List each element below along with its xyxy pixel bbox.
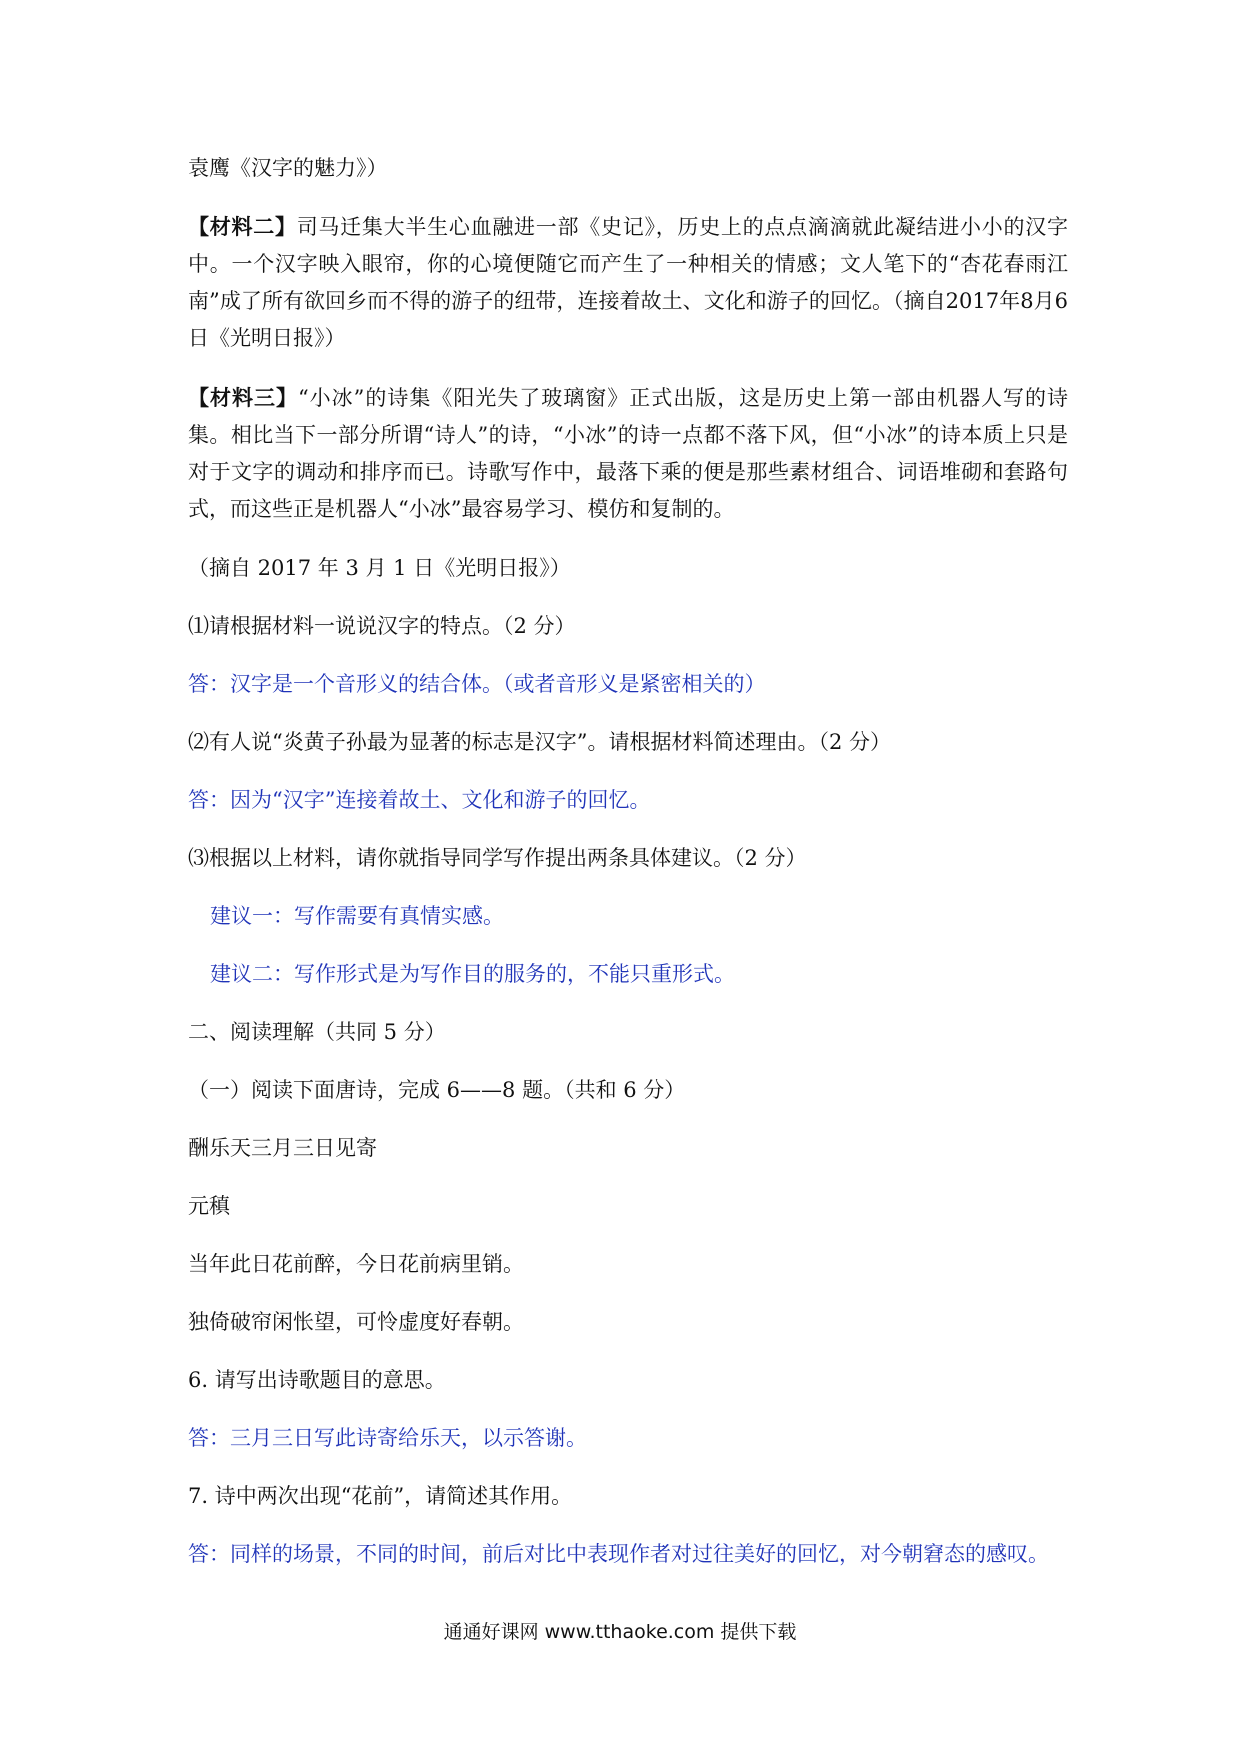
page-footer: 通通好课网 www.tthaoke.com 提供下载 xyxy=(443,1621,797,1643)
poem-title: 酬乐天三月三日见寄 xyxy=(188,1136,377,1160)
material-3-source: （摘自 2017 年 3 月 1 日《光明日报》） xyxy=(188,556,571,580)
material-3 xyxy=(188,379,1068,528)
question-1: ⑴请根据材料一说说汉字的特点。（2 分） xyxy=(188,614,576,638)
section-2-heading: 二、阅读理解（共同 5 分） xyxy=(188,1020,446,1044)
poem-line-1: 当年此日花前醉，今日花前病里销。 xyxy=(188,1252,524,1276)
answer-3-suggestion-1: 建议一：写作需要有真情实感。 xyxy=(210,904,504,928)
document-body xyxy=(188,150,1068,1594)
subsection-1-heading: （一）阅读下面唐诗，完成 6——8 题。（共和 6 分） xyxy=(188,1078,686,1102)
question-7: 7. 诗中两次出现“花前”，请简述其作用。 xyxy=(188,1484,573,1508)
poem-line-2: 独倚破帘闲怅望，可怜虚度好春朝。 xyxy=(188,1310,524,1334)
poem-author: 元稹 xyxy=(188,1194,230,1218)
material-2-text: 司马迁集大半生心血融进一部《史记》，历史上的点点滴滴就此凝结进小小的汉字中。一个汉字映入眼帘，你的心境便随它而产生了一种相关的情感；文人笔下的“杏花春雨江南”成了所有欲回乡而不得的游子的纽带，连接着故土、文化和游子的回忆。（摘自2017年8月6日《光明日报》） xyxy=(188,215,1068,350)
material-2-label: 【材料二】 xyxy=(188,214,297,239)
answer-7: 答：同样的场景，不同的时间，前后对比中表现作者对过往美好的回忆，对今朝窘态的感叹。 xyxy=(188,1542,1049,1566)
answer-1: 答：汉字是一个音形义的结合体。（或者音形义是紧密相关的） xyxy=(188,672,766,696)
material-3-label: 【材料三】 xyxy=(188,385,298,410)
material-2 xyxy=(188,208,1068,357)
source-line-1 xyxy=(188,150,1068,187)
material-3-text: “小冰”的诗集《阳光失了玻璃窗》正式出版，这是历史上第一部由机器人写的诗集。相比当下一部分所谓“诗人”的诗，“小冰”的诗一点都不落下风，但“小冰”的诗本质上只是对于文字的调动和排序而已。诗歌写作中，最落下乘的便是那些素材组合、词语堆砌和套路句式，而这些正是机器人“小冰”最容易学习、模仿和复制的。 xyxy=(188,386,1069,521)
answer-6: 答：三月三日写此诗寄给乐天，以示答谢。 xyxy=(188,1426,587,1450)
source-1-tail: 袁鹰《汉字的魅力》） xyxy=(188,156,388,180)
question-6: 6. 请写出诗歌题目的意思。 xyxy=(188,1368,446,1392)
question-3: ⑶根据以上材料，请你就指导同学写作提出两条具体建议。（2 分） xyxy=(188,846,807,870)
question-2: ⑵有人说“炎黄子孙最为显著的标志是汉字”。请根据材料简述理由。（2 分） xyxy=(188,730,892,754)
answer-2: 答：因为“汉字”连接着故土、文化和游子的回忆。 xyxy=(188,788,651,812)
answer-3-suggestion-2: 建议二：写作形式是为写作目的服务的，不能只重形式。 xyxy=(210,962,735,986)
